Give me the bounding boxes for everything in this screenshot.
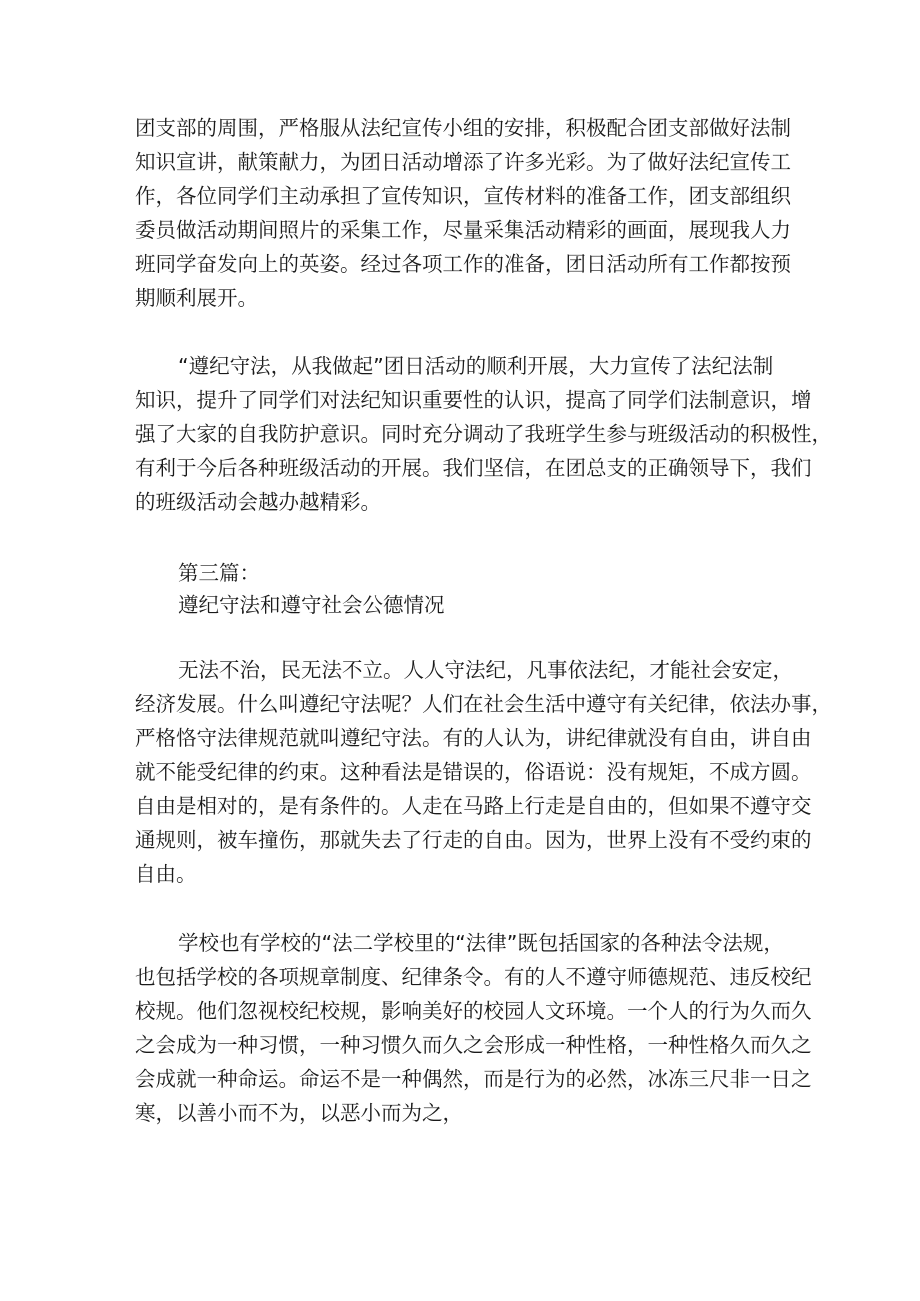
paragraph-4-line-5: 会成就一种命运。命运不是一种偶然，而是行为的必然，冰冻三尺非一日之 [135,1067,812,1091]
paragraph-2-line-5: 的班级活动会越办越精彩。 [135,490,381,514]
paragraph-4-line-6: 寒，以善小而不为，以恶小而为之， [135,1101,463,1125]
paragraph-4-line-4: 之会成为一种习惯，一种习惯久而久之会形成一种性格，一种性格久而久之 [135,1033,812,1057]
paragraph-3-line-4: 就不能受纪律的约束。这种看法是错误的，俗语说：没有规矩，不成方圆。 [135,760,812,784]
paragraph-1-line-3: 作，各位同学们主动承担了宣传知识，宣传材料的准备工作，团支部组织 [135,184,791,208]
paragraph-4-line-3: 校规。他们忽视校纪校规，影响美好的校园人文环境。一个人的行为久而久 [135,999,812,1023]
paragraph-1-line-5: 班同学奋发向上的英姿。经过各项工作的准备，团日活动所有工作都按预 [135,252,791,276]
paragraph-2-line-2: 知识，提升了同学们对法纪知识重要性的认识，提高了同学们法制意识，增 [135,388,812,412]
paragraph-3-line-6: 通规则，被车撞伤，那就失去了行走的自由。因为，世界上没有不受约束的 [135,828,812,852]
paragraph-3-line-2: 经济发展。什么叫遵纪守法呢？人们在社会生活中遵守有关纪律，依法办事， [135,692,832,716]
paragraph-3-line-3: 严格恪守法律规范就叫遵纪守法。有的人认为，讲纪律就没有自由，讲自由 [135,726,812,750]
paragraph-2-line-4: 有利于今后各种班级活动的开展。我们坚信，在团总支的正确领导下，我们 [135,456,812,480]
section-title: 遵纪守法和遵守社会公德情况 [178,593,445,617]
paragraph-3-line-7: 自由。 [135,862,197,886]
paragraph-1-line-6: 期顺利展开。 [135,286,258,310]
paragraph-1-line-4: 委员做活动期间照片的采集工作，尽量采集活动精彩的画面，展现我人力 [135,218,791,242]
paragraph-2-line-3: 强了大家的自我防护意识。同时充分调动了我班学生参与班级活动的积极性， [135,422,832,446]
paragraph-3-line-1: 无法不治，民无法不立。人人守法纪，凡事依法纪，才能社会安定， [178,658,793,682]
paragraph-4-line-2: 也包括学校的各项规章制度、纪律条令。有的人不遵守师德规范、违反校纪 [135,965,812,989]
paragraph-2-line-1: “遵纪守法，从我做起”团日活动的顺利开展，大力宣传了法纪法制 [178,354,774,378]
section-label: 第三篇： [178,561,260,585]
paragraph-1-line-1: 团支部的周围，严格服从法纪宣传小组的安排，积极配合团支部做好法制 [135,116,791,140]
paragraph-1-line-2: 知识宣讲，献策献力，为团日活动增添了许多光彩。为了做好法纪宣传工 [135,150,791,174]
paragraph-3-line-5: 自由是相对的，是有条件的。人走在马路上行走是自由的，但如果不遵守交 [135,794,812,818]
paragraph-4-line-1: 学校也有学校的“法二学校里的“法律”既包括国家的各种法令法规， [178,931,784,955]
